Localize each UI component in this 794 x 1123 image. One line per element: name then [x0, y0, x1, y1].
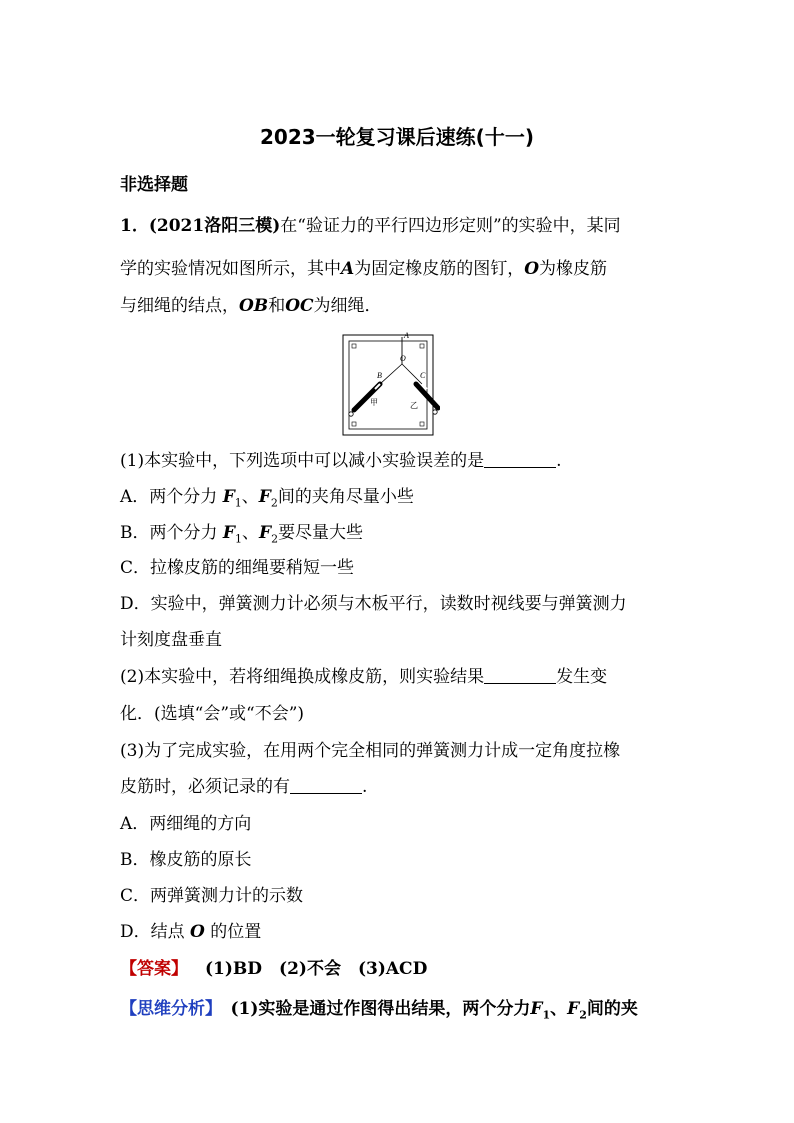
text-segment: D．结点 — [120, 922, 191, 942]
question-1-line-3 — [120, 294, 382, 318]
option-3D — [120, 920, 261, 944]
text-segment: A．两个分力 — [120, 487, 223, 507]
corner-pin — [420, 344, 424, 348]
analysis-tag: 【思维分析】 — [120, 999, 222, 1019]
question-1-line-1 — [120, 214, 621, 238]
section-heading: 非选择题 — [120, 175, 188, 195]
sub-question-3-line-2 — [120, 775, 367, 799]
subscript: 2 — [271, 532, 279, 546]
label-jia: 甲 — [370, 398, 378, 407]
text-segment: 、 — [550, 999, 568, 1019]
question-1-line-2 — [120, 257, 607, 281]
text-segment: 为固定橡皮筋的图钉， — [354, 259, 525, 279]
page-title: 2023一轮复习课后速练(十一) — [260, 125, 534, 149]
option-1B — [120, 521, 363, 551]
option-3C: C．两弹簧测力计的示数 — [120, 886, 304, 906]
text-segment: 、 — [241, 487, 259, 507]
hook-ring — [349, 412, 353, 416]
answer-tag: 【答案】 — [120, 959, 188, 979]
answer-blank — [290, 775, 362, 794]
symbol-F: F — [567, 999, 580, 1019]
text-segment: (1)实验是通过作图得出结果，两个分力 — [230, 999, 531, 1019]
hook-ring — [433, 410, 437, 414]
option-1D-line-1: D．实验中，弹簧测力计必须与木板平行，读数时视线要与弹簧测力 — [120, 594, 627, 614]
string-OB — [380, 364, 402, 384]
subscript: 2 — [579, 1008, 587, 1022]
label-B: B — [377, 371, 382, 380]
label-O: O — [400, 354, 406, 363]
question-number: 1． — [120, 216, 149, 236]
symbol-O: O — [524, 259, 540, 279]
symbol-F: F — [222, 523, 235, 543]
symbol-F: F — [530, 999, 543, 1019]
symbol-OC: OC — [285, 296, 314, 316]
text-segment: (1)本实验中，下列选项中可以减小实验误差的是 — [120, 451, 485, 471]
string-OC — [402, 364, 422, 384]
answer-blank — [484, 665, 556, 684]
option-3A: A．两细绳的方向 — [120, 814, 252, 834]
subscript: 2 — [270, 496, 278, 510]
symbol-F: F — [222, 487, 235, 507]
sub-question-1 — [120, 449, 562, 473]
symbol-OB: OB — [239, 296, 269, 316]
corner-pin — [352, 344, 356, 348]
subscript: 1 — [542, 1008, 551, 1022]
analysis-line — [120, 997, 638, 1027]
text-segment: . — [362, 777, 368, 797]
label-C: C — [420, 371, 426, 380]
text-segment: 、 — [241, 523, 259, 543]
text-segment: 与细绳的结点， — [120, 296, 239, 316]
symbol-A: A — [341, 259, 355, 279]
text-segment: 间的夹角尽量小些 — [277, 487, 414, 507]
question-text: 在“验证力的平行四边形定则”的实验中，某同 — [280, 216, 621, 236]
text-segment: 皮筋时，必须记录的有 — [120, 777, 290, 797]
label-A: A — [404, 331, 409, 340]
text-segment: 要尽量大些 — [278, 523, 364, 543]
sub-question-2 — [120, 665, 607, 689]
answer-text: (1)BD (2)不会 (3)ACD — [205, 959, 428, 979]
option-1C: C．拉橡皮筋的细绳要稍短一些 — [120, 558, 355, 578]
text-segment: 的位置 — [204, 922, 262, 942]
option-1D-line-2: 计刻度盘垂直 — [120, 630, 222, 650]
symbol-F: F — [258, 487, 271, 507]
text-segment: 和 — [268, 296, 286, 316]
text-segment: 学的实验情况如图所示，其中 — [120, 259, 341, 279]
text-segment: 为细绳． — [313, 296, 382, 316]
corner-pin — [352, 422, 356, 426]
label-yi: 乙 — [410, 401, 418, 410]
answer-blank — [484, 449, 556, 468]
text-segment: . — [556, 451, 562, 471]
text-segment: B．两个分力 — [120, 523, 223, 543]
symbol-F: F — [258, 523, 272, 543]
sub-question-3: (3)为了完成实验，在用两个完全相同的弹簧测力计成一定角度拉橡 — [120, 741, 621, 761]
experiment-figure — [340, 330, 440, 440]
subscript: 1 — [234, 532, 242, 546]
answer-line — [120, 957, 427, 981]
text-segment: 间的夹 — [586, 999, 638, 1019]
symbol-O: O — [190, 922, 205, 942]
text-segment: 为橡皮筋 — [539, 259, 608, 279]
text-segment: 发生变 — [556, 667, 608, 687]
option-1A — [120, 485, 414, 515]
sub-question-2-line-2: 化．(选填“会”或“不会”) — [120, 704, 305, 724]
subscript: 1 — [234, 496, 242, 510]
text-segment: (2)本实验中，若将细绳换成橡皮筋，则实验结果 — [120, 667, 485, 687]
option-3B: B．橡皮筋的原长 — [120, 850, 252, 870]
corner-pin — [420, 422, 424, 426]
question-source: (2021洛阳三模) — [148, 216, 281, 236]
